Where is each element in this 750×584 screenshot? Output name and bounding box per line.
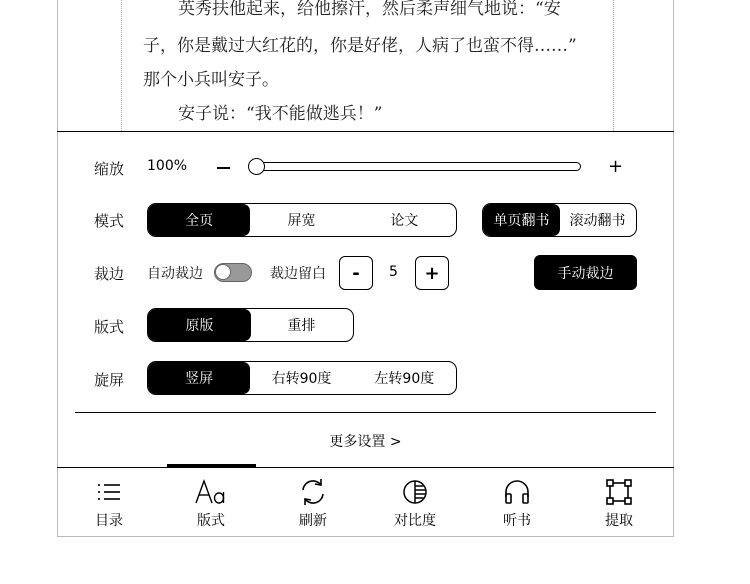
book-line: 子，你是戴过大红花的，你是好佬，人病了也蛮不得……” <box>143 36 577 56</box>
zoom-value: 100% <box>147 158 188 174</box>
headphones-icon <box>466 478 568 506</box>
layout-label: 版式 <box>94 318 125 336</box>
rotate-segmented-control <box>147 361 457 395</box>
book-line: 那个小兵叫安子。 <box>143 70 279 90</box>
toolbar-item-toc[interactable] <box>58 468 160 538</box>
zoom-label: 缩放 <box>94 160 125 178</box>
crop-margin-decrease-button[interactable]: - <box>339 256 373 290</box>
rotate-option-left-90[interactable]: 左转90度 <box>374 371 435 387</box>
toolbar-item-extract[interactable] <box>568 468 670 538</box>
toolbar-item-layout[interactable] <box>160 468 262 538</box>
toolbar-item-listen[interactable] <box>466 468 568 538</box>
zoom-slider[interactable] <box>257 162 581 171</box>
auto-crop-label: 自动裁边 <box>147 266 203 282</box>
font-aa-icon <box>160 478 262 506</box>
layout-option-original[interactable]: 原版 <box>148 309 251 341</box>
book-page[interactable] <box>58 0 673 131</box>
zoom-out-button[interactable] <box>217 167 230 169</box>
zoom-in-button[interactable]: + <box>608 156 624 177</box>
toolbar-item-label: 版式 <box>197 513 225 529</box>
page-turn-single[interactable]: 单页翻书 <box>483 204 560 236</box>
rotate-option-portrait[interactable]: 竖屏 <box>148 362 250 394</box>
crop-margin-value: 5 <box>389 264 398 280</box>
toggle-knob <box>215 264 231 280</box>
panel-divider <box>75 412 656 413</box>
toolbar-item-label: 刷新 <box>299 513 327 529</box>
layout-segmented-control <box>147 308 354 342</box>
mode-label: 模式 <box>94 212 125 230</box>
toolbar-item-refresh[interactable] <box>262 468 364 538</box>
page-margin-right <box>613 0 614 131</box>
refresh-icon <box>262 478 364 506</box>
layout-option-reflow[interactable]: 重排 <box>287 318 316 334</box>
toolbar-item-label: 提取 <box>605 513 633 529</box>
book-line: 安子说：“我不能做逃兵！” <box>178 104 383 124</box>
crop-label: 裁边 <box>94 265 125 283</box>
book-line: 英秀扶他起来，给他擦汗，然后柔声细气地说：“安 <box>178 0 561 19</box>
mode-option-full-page[interactable]: 全页 <box>148 204 250 236</box>
rotate-option-right-90[interactable]: 右转90度 <box>271 371 332 387</box>
contrast-icon <box>364 478 466 506</box>
crop-margin-label: 裁边留白 <box>270 266 326 282</box>
toolbar-item-label: 对比度 <box>394 513 436 529</box>
more-settings-link[interactable]: 更多设置 > <box>329 434 402 450</box>
mode-option-paper[interactable]: 论文 <box>390 213 419 229</box>
toc-list-icon <box>58 478 160 506</box>
toolbar-item-label: 目录 <box>95 513 123 529</box>
page-margin-left <box>121 0 122 131</box>
zoom-slider-thumb[interactable] <box>248 158 265 175</box>
extract-crop-icon <box>568 478 670 506</box>
mode-option-screen-width[interactable]: 屏宽 <box>287 213 316 229</box>
rotate-label: 旋屏 <box>94 371 125 389</box>
reading-settings-panel <box>57 131 674 468</box>
page-turn-segmented-control <box>482 203 637 237</box>
toolbar-item-contrast[interactable] <box>364 468 466 538</box>
manual-crop-button[interactable]: 手动裁边 <box>534 255 637 290</box>
crop-margin-increase-button[interactable]: + <box>415 256 449 290</box>
toolbar-item-label: 听书 <box>503 513 531 529</box>
mode-segmented-control <box>147 203 457 237</box>
page-turn-scroll[interactable]: 滚动翻书 <box>569 213 626 229</box>
bottom-toolbar <box>57 467 674 538</box>
auto-crop-toggle[interactable] <box>214 263 252 282</box>
